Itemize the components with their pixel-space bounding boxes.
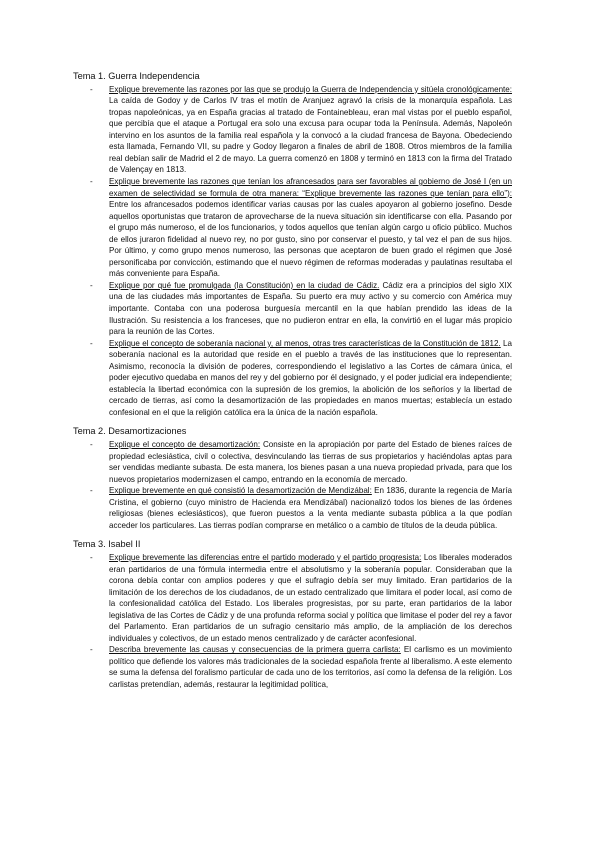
list-item — [73, 644, 512, 690]
section-title: Tema 2. Desamortizaciones — [73, 426, 187, 437]
question-text: Explique el concepto de soberanía nacional y, al menos, otras tres características de la Constitución de 1812. — [109, 338, 501, 348]
section-title: Tema 1. Guerra Independencia — [73, 71, 200, 81]
question-text: Explique por qué fue promulgada (la Constitución) en la ciudad de Cádiz. — [109, 280, 380, 290]
question-text: Explique brevemente las razones por las que se produjo la Guerra de Independencia y sitúela cronológicamente: — [109, 84, 512, 94]
list-item — [73, 552, 512, 644]
list-item — [73, 84, 512, 176]
answer-text: El carlismo es un movimiento político que defiende los valores más tradicionales de la sociedad española frente al liberalismo. A este elemento se suma la defensa del foralismo particular de cada uno de los territorios, así como la defensa de la religión. Los carlistas pretendían, además, restaurar la legitimidad política, — [109, 645, 512, 690]
question-list — [73, 84, 512, 419]
list-item — [73, 280, 512, 338]
section-tema-3 — [73, 539, 512, 690]
list-item — [73, 176, 512, 280]
list-item — [73, 485, 512, 531]
section-tema-1 — [73, 71, 512, 418]
answer-text: Los liberales moderados eran partidarios de una fórmula intermedia entre el absolutismo y la soberanía popular. Consideraban que la corona debía contar con amplios poderes y que el sufragio debía ser muy limitado. Eran partidarios de la limitación de los derechos de los ciudadanos, de un estado centralizado que limitara el poder local, así como de la confesionalidad católica del Estado. Los liberales progresistas, por su parte, eran partidarios de la labor legislativa de las Cortes de Cádiz y de una profunda reforma social y política que limitase el poder del rey a favor del Parlamento. Eran partidarios de un sufragio censitario más amplio, de la ampliación de los derechos individuales y colectivos, de un estado menos centralizado y de carácter aconfesional. — [109, 553, 512, 643]
answer-text: La caída de Godoy y de Carlos IV tras el motín de Aranjuez agravó la crisis de la monarquía española. Las tropas napoleónicas, ya en España gracias al tratado de Fontainebleau, eran mal vistas por el pueblo español, que percibía que el ataque a Portugal era solo una excusa para ocupar toda la Península. Además, Napoleón intervino en los asuntos de la familia real española y la convocó a la ciudad francesa de Bayona. Obedeciendo esta llamada, Fernando VII, su padre y Godoy llegaron a finales de abril de 1808. Otros miembros de la familia real debían salir de Madrid el 2 de mayo. La guerra comenzó en 1808 y terminó en 1813 con la firma del Tratado de Valençay en 1813. — [109, 96, 512, 175]
question-text: Explique brevemente en qué consistió la desamortización de Mendizábal: — [109, 486, 372, 496]
answer-text: La soberanía nacional es la autoridad que reside en el pueblo a través de las instituciones que lo representan. Asimismo, reconocía la división de poderes, correspondiendo el legislativo a las Cortes de cámara única, el poder ejecutivo quedaba en manos del rey y del gobierno por él designado, y el poder judicial era independiente; establecía la libertad económica con la supresión de los gremios, la abolición de los señoríos y la libertad de cercado de tierras, así como la desamortización de las propiedades en manos muertas; establecía un estado confesional en el que la religión católica era la única de la nación española. — [109, 338, 512, 417]
question-text: Explique brevemente las diferencias entre el partido moderado y el partido progresista: — [109, 553, 422, 563]
answer-text: Consiste en la apropiación por parte del Estado de bienes raíces de propiedad eclesiástica, civil o colectiva, desvinculando las tierras de sus propietarios y haciéndolas aptas para ser vendidas mediante subasta. De esta manera, los bienes pasan a una nueva propiedad privada, para que los nuevos propietarios modernizasen el campo, entrando en la economía de mercado. — [109, 440, 512, 484]
question-list — [73, 552, 512, 691]
question-text: Explique el concepto de desamortización: — [109, 440, 261, 450]
question-list — [73, 439, 512, 531]
question-text: Explique brevemente las razones que tenían los afrancesados para ser favorables al gobierno de José I (en un examen de selectividad se formula de otra manera: “Explique brevemente las razones que tenían para ello”): — [109, 176, 512, 198]
answer-text: En 1836, durante la regencia de María Cristina, el gobierno (cuyo ministro de Hacienda era Mendizábal) nacionalizó todos los bienes de las órdenes religiosas (bienes eclesiásticos), que fueron puestos a la venta mediante subasta pública a la que podían acceder los particulares. Las tierras podían comprarse en metálico o a cambio de títulos de la deuda pública. — [109, 486, 513, 530]
list-item — [73, 338, 512, 419]
list-item — [73, 439, 512, 485]
answer-text: Entre los afrancesados podemos identificar varias causas por las cuales apoyaron al gobierno josefino. Desde aquellos oportunistas que trataron de aprovecharse de la nueva situación sin identificarse con ella. Pasando por el grupo más numeroso, el de los funcionarios, y todos aquellos que tenían algún cargo u oficio público. Muchos de ellos juraron fidelidad al nuevo rey, no por gusto, sino por conservar el puesto, y tal vez el pan de sus hijos. Por último, y como grupo menos numeroso, las personas que aceptaron de buen grado el régimen que José personificaba por convicción, estimando que el nuevo régimen de reformas moderadas y paulatinas resultaba el más conveniente para España. — [109, 200, 512, 279]
section-title: Tema 3. Isabel II — [73, 539, 141, 550]
section-tema-2 — [73, 426, 512, 531]
answer-text: Cádiz era a principios del siglo XIX una de las ciudades más importantes de España. Su puerto era muy activo y su comercio con América muy importante. Contaba con una poderosa burguesía mercantil en la que habían prendido las ideas de la Ilustración. Su resistencia a los franceses, que no pudieron entrar en ella, la convirtió en el lugar más propicio para la reunión de las Cortes. — [109, 280, 512, 337]
question-text: Describa brevemente las causas y consecuencias de la primera guerra carlista: — [109, 645, 401, 655]
